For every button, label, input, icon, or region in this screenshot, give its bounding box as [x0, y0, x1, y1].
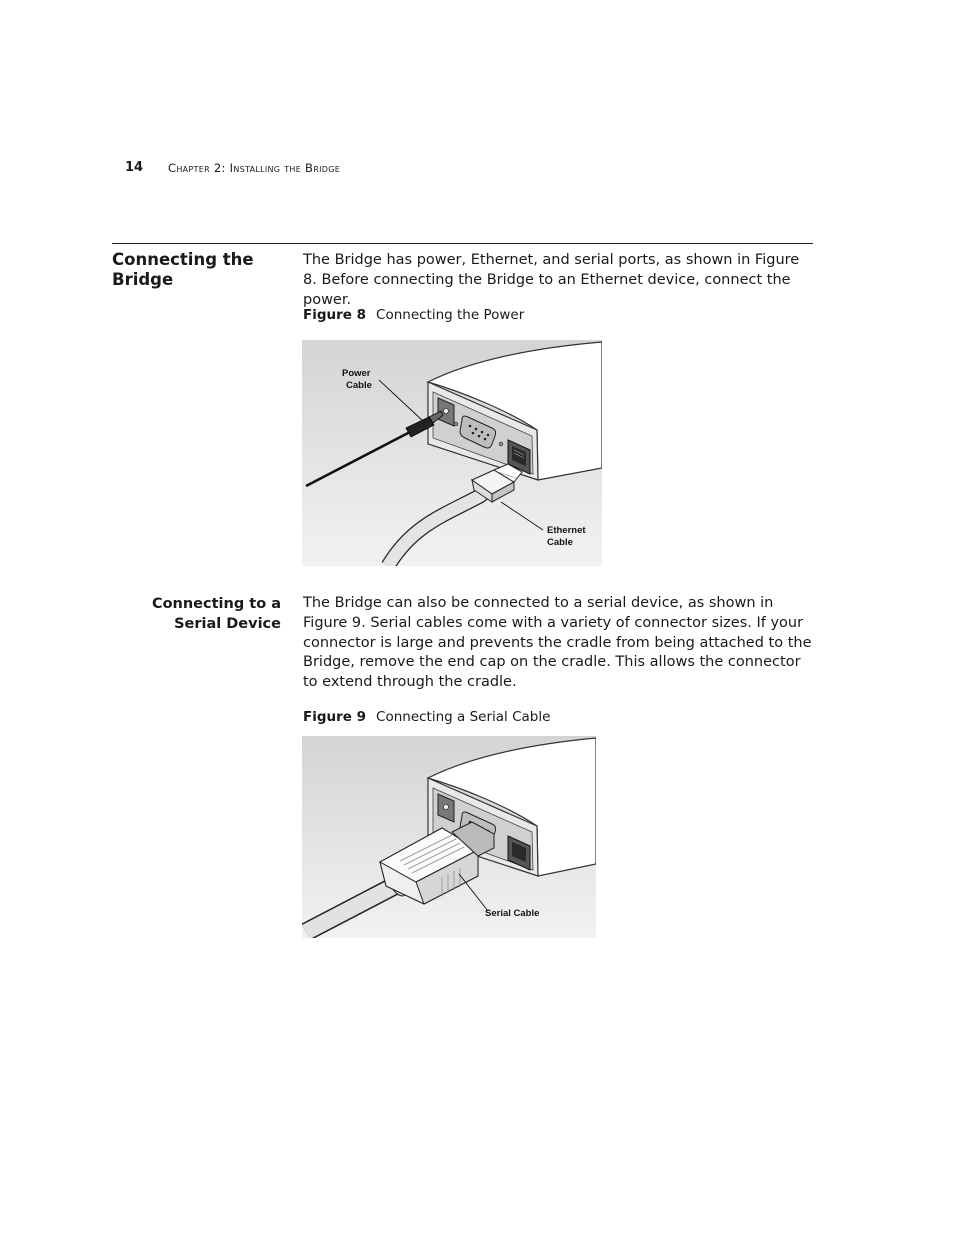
running-head: Chapter 2: Installing the Bridge — [168, 161, 341, 175]
section-paragraph-serial: The Bridge can also be connected to a serial device, as shown in Figure 9. Serial cables come with a variety of connector sizes. If your connector is large and prevents the cradle from being attached to the Bridge, remove the end cap on the cradle. This allows the connector to extend through the cradle. — [303, 595, 812, 691]
section-paragraph-ports: The Bridge has power, Ethernet, and serial ports, as shown in Figure 8. Before connecting the Bridge to an Ethernet device, connect the power. — [303, 252, 800, 308]
page-number: 14 — [125, 160, 144, 175]
figure-8-caption — [303, 307, 524, 323]
callout-power-line2: Cable — [346, 380, 372, 391]
callout-ethernet-line1: Ethernet — [547, 525, 586, 536]
section-heading-serial-device: Connecting to a Serial Device — [151, 596, 281, 632]
figure-9-title: Connecting a Serial Cable — [376, 709, 551, 725]
figure-9-label: Figure 9 — [303, 709, 367, 725]
figure-9-caption — [303, 709, 550, 725]
callout-ethernet-line2: Cable — [547, 537, 573, 548]
figure-8-illustration — [302, 340, 602, 566]
figure-9-illustration — [302, 736, 596, 938]
callout-power-line1: Power — [342, 368, 371, 379]
section-divider — [112, 243, 813, 244]
section-heading-connecting-bridge: Connecting the Bridge — [112, 250, 254, 289]
callout-serial-cable: Serial Cable — [485, 908, 540, 919]
figure-8-title: Connecting the Power — [376, 307, 525, 323]
figure-8-label: Figure 8 — [303, 307, 367, 323]
